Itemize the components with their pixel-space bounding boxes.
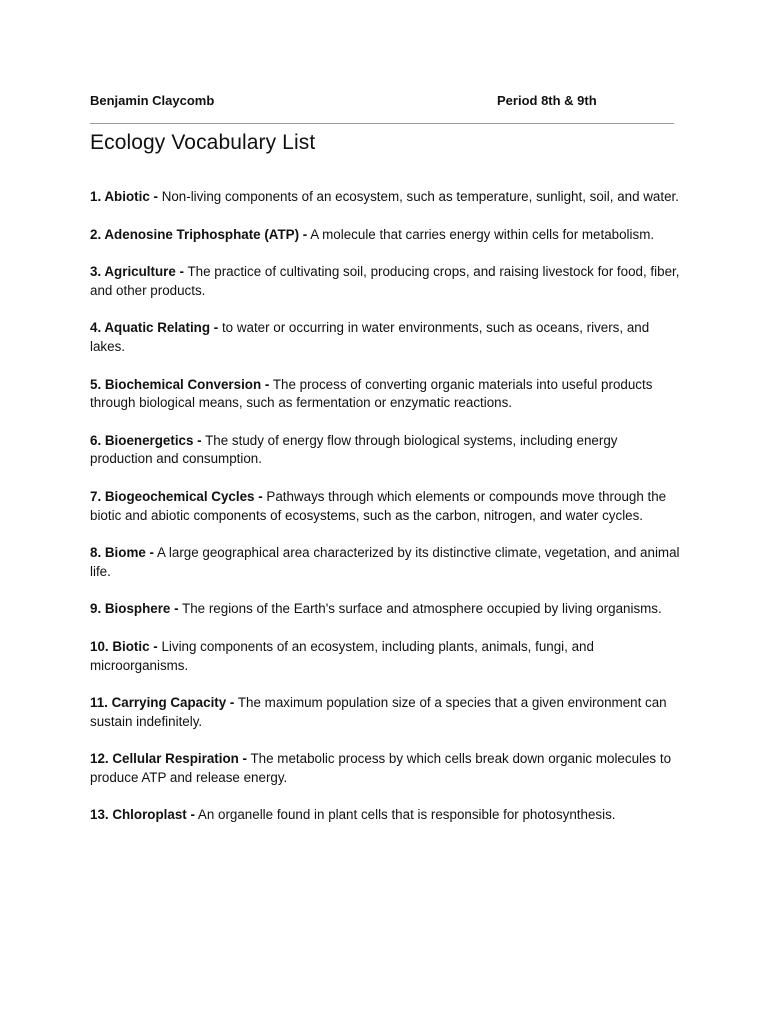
vocabulary-definition: Non-living components of an ecosystem, such as temperature, sunlight, soil, and water. [161, 189, 679, 204]
vocabulary-entry [90, 488, 680, 525]
vocabulary-term: 2. Adenosine Triphosphate (ATP) - [90, 226, 308, 242]
vocabulary-entry [90, 750, 680, 787]
vocabulary-term: 12. Cellular Respiration - [90, 751, 248, 767]
class-period: Period 8th & 9th [497, 93, 597, 108]
vocabulary-entry [90, 263, 680, 300]
vocabulary-entry [90, 544, 680, 581]
vocabulary-definition: The practice of cultivating soil, producing crops, and raising livestock for food, fiber, and other products. [90, 264, 680, 298]
vocabulary-definition: The metabolic process by which cells break down organic molecules to produce ATP and release energy. [90, 751, 672, 785]
vocabulary-definition: The study of energy flow through biological systems, including energy production and consumption. [90, 432, 618, 467]
header-divider [90, 123, 674, 124]
vocabulary-entry [90, 806, 680, 825]
vocabulary-list [90, 188, 680, 844]
vocabulary-definition: A large geographical area characterized by its distinctive climate, vegetation, and animal life. [90, 545, 680, 579]
vocabulary-term: 7. Biogeochemical Cycles - [90, 488, 263, 504]
vocabulary-term: 9. Biosphere - [90, 601, 179, 617]
vocabulary-definition: to water or occurring in water environments, such as oceans, rivers, and lakes. [90, 320, 650, 354]
page-title: Ecology Vocabulary List [90, 131, 316, 154]
vocabulary-definition: A molecule that carries energy within cells for metabolism. [310, 226, 655, 242]
vocabulary-entry [90, 319, 680, 356]
vocabulary-term: 13. Chloroplast - [90, 807, 195, 823]
vocabulary-term: 11. Carrying Capacity - [90, 695, 235, 711]
vocabulary-definition: The regions of the Earth's surface and atmosphere occupied by living organisms. [182, 601, 662, 617]
student-name: Benjamin Claycomb [90, 93, 215, 108]
vocabulary-entry [90, 226, 680, 245]
vocabulary-entry [90, 432, 680, 469]
vocabulary-entry [90, 694, 680, 731]
vocabulary-entry [90, 376, 680, 413]
document-header [90, 93, 680, 111]
vocabulary-entry [90, 600, 680, 619]
vocabulary-definition: The maximum population size of a species that a given environment can sustain indefinitely. [90, 695, 667, 729]
vocabulary-term: 4. Aquatic Relating - [90, 320, 219, 336]
vocabulary-definition: Living components of an ecosystem, including plants, animals, fungi, and microorganisms. [90, 638, 594, 673]
vocabulary-term: 5. Biochemical Conversion - [90, 376, 270, 392]
vocabulary-definition: The process of converting organic materials into useful products through biological means, such as fermentation or enzymatic reactions. [90, 376, 653, 411]
vocabulary-term: 8. Biome - [90, 545, 154, 561]
vocabulary-entry [90, 188, 680, 207]
vocabulary-entry [90, 638, 680, 675]
vocabulary-definition: Pathways through which elements or compounds move through the biotic and abiotic components of ecosystems, such as the carbon, nitrogen, and water cycles. [90, 488, 667, 523]
vocabulary-term: 1. Abiotic - [90, 189, 158, 204]
vocabulary-term: 10. Biotic - [90, 638, 158, 654]
vocabulary-definition: An organelle found in plant cells that is responsible for photosynthesis. [197, 807, 616, 823]
vocabulary-term: 3. Agriculture - [90, 264, 184, 280]
vocabulary-term: 6. Bioenergetics - [90, 432, 202, 448]
